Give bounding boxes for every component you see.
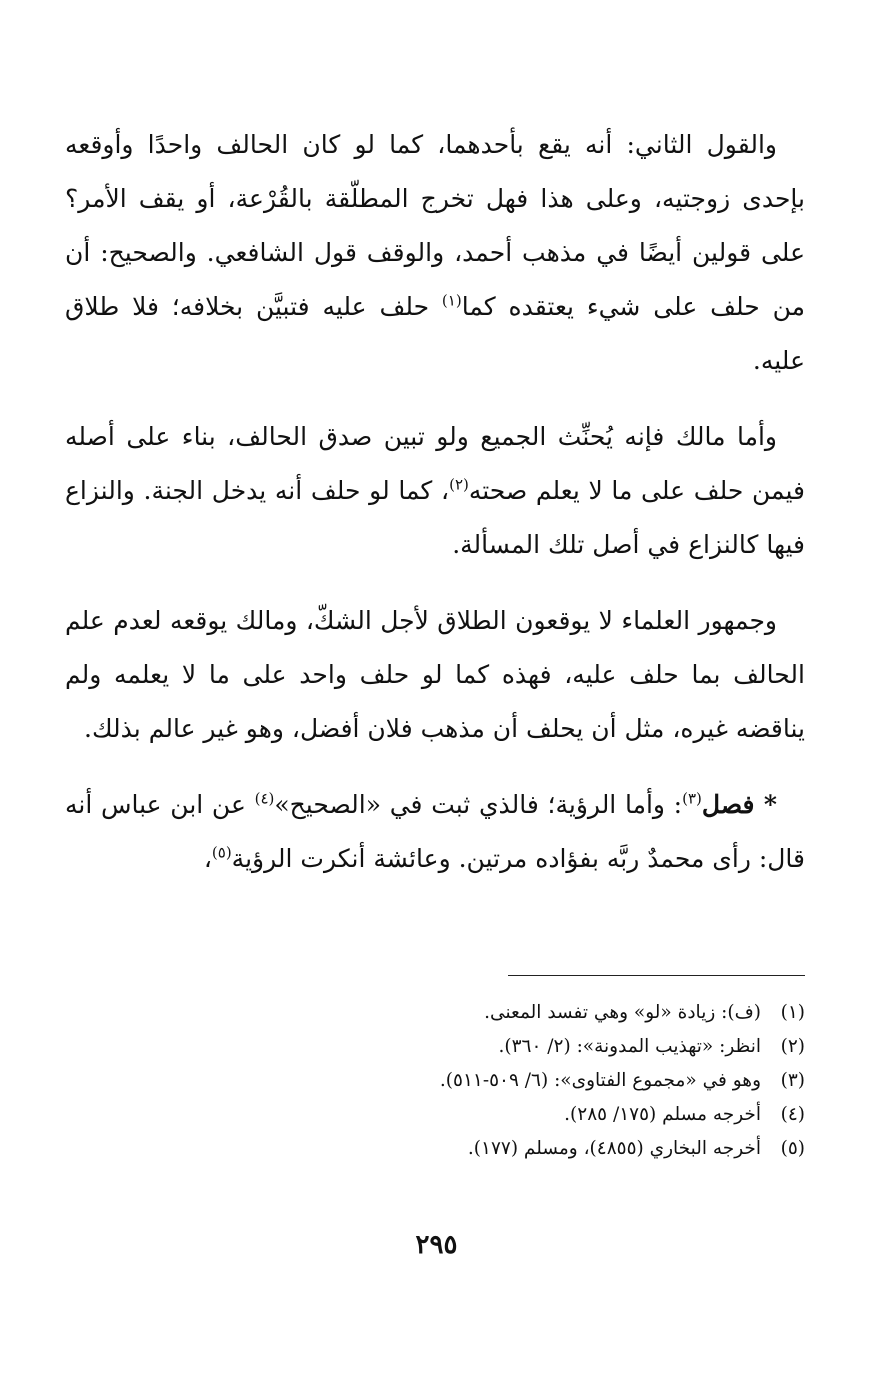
paragraph-text: : وأما الرؤية؛ فالذي ثبت في «الصحيح» [274, 790, 683, 819]
paragraph-text: ، كما لو حلف أنه يدخل الجنة. والنزاع فيها كالنزاع في أصل تلك المسألة. [65, 476, 805, 559]
footnote-5 [65, 1132, 805, 1166]
paragraph-text: وأما مالك فإنه يُحنِّث الجميع ولو تبين صدق الحالف، بناء على أصله فيمن حلف على ما لا يعلم صحته [65, 422, 805, 505]
footnote-ref[interactable]: (٤) [254, 789, 275, 808]
footnote-number: (٥) [780, 1138, 805, 1159]
paragraph-text: والقول الثاني: أنه يقع بأحدهما، كما لو كان الحالف واحدًا وأوقعه بإحدى زوجتيه، وعلى هذا فهل تخرج المطلّقة بالقُرْعة، أو يقف الأمر؟ على قولين أيضًا في مذهب أحمد، والوقف قول الشافعي. والصحيح: أن من حلف على شيء يعتقده كما [65, 130, 806, 321]
footnote-text: (ف): زيادة «لو» وهي تفسد المعنى. [484, 1002, 761, 1023]
paragraph-text: ، [203, 844, 212, 873]
paragraph-3 [65, 594, 805, 756]
paragraph-text: عن ابن عباس أنه قال: رأى محمدٌ ربَّه بفؤاده مرتين. وعائشة أنكرت الرؤية [65, 790, 805, 873]
footnotes [65, 996, 805, 1166]
footnote-3 [65, 1064, 805, 1098]
paragraph-text: وجمهور العلماء لا يوقعون الطلاق لأجل الشكّ، ومالك يوقعه لعدم علم الحالف بما حلف عليه، فهذه كما لو حلف واحد على ما لا يعلمه ولم يناقضه غيره، مثل أن يحلف أن مذهب فلان أفضل، وهو غير عالم بذلك. [65, 606, 805, 743]
footnote-ref[interactable]: (٥) [211, 843, 232, 862]
footnote-text: أخرجه مسلم (١٧٥/ ٢٨٥). [564, 1104, 761, 1125]
footnote-4 [65, 1098, 805, 1132]
paragraph-1 [65, 118, 805, 388]
footnote-ref[interactable]: (٢) [449, 475, 469, 494]
paragraph-2 [65, 410, 805, 572]
footnote-ref[interactable]: (١) [441, 291, 462, 310]
footnote-number: (٤) [780, 1104, 805, 1125]
main-text [65, 118, 805, 908]
section-heading: * فصل [701, 790, 777, 819]
footnote-ref[interactable]: (٣) [682, 789, 702, 808]
footnote-1 [65, 996, 805, 1030]
footnote-number: (٢) [780, 1036, 805, 1057]
paragraph-4 [65, 778, 805, 886]
footnote-text: وهو في «مجموع الفتاوى»: (٦/ ٥٠٩-٥١١). [439, 1070, 761, 1091]
footnote-2 [65, 1030, 805, 1064]
footnote-separator [508, 975, 805, 976]
footnote-text: أخرجه البخاري (٤٨٥٥)، ومسلم (١٧٧). [467, 1138, 761, 1159]
footnote-number: (١) [780, 1002, 805, 1023]
footnote-number: (٣) [780, 1070, 805, 1091]
footnote-text: انظر: «تهذيب المدونة»: (٢/ ٣٦٠). [498, 1036, 761, 1057]
page-number: ٢٩٥ [415, 1230, 458, 1260]
paragraph-text: حلف عليه فتبيَّن بخلافه؛ فلا طلاق عليه. [65, 292, 805, 375]
